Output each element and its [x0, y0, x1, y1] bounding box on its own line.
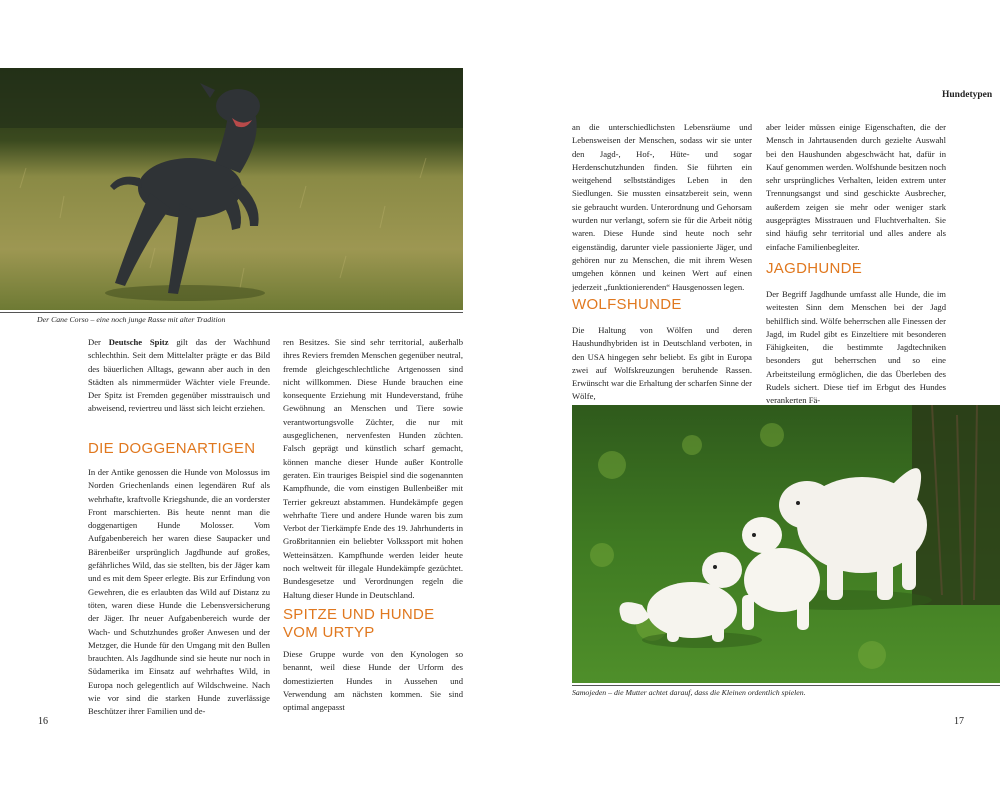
- right-col1-text: an die unterschiedlichsten Lebensräume und Lebensweisen der Menschen, sodass wir sie unter den Jagd-, Hof-, Hüte- und sogar Herdenschutzhunden finden. Sie führten ein weitgehend selbstständiges Leben in den Siedlungen. Sie mussten einsatzbereit sein, wenn sie gebraucht wurden. Unterordnung und Gehorsam wurden nur verlangt, sofern sie für die Arbeit nötig waren. Diese Hunde sind heute noch sehr eigenständig, darunter viele passionierte Jäger, und gehören nur zu Menschen, die mit ihrem Wesen umgehen können und keinen Wert auf einen jederzeit „funktionierenden“ Hausgenossen legen.: [572, 122, 752, 292]
- heading-spitze: SPITZE UND HUNDE VOM URTYP: [283, 606, 435, 641]
- wolfshunde-paragraph: [572, 324, 752, 404]
- intro-text-after: gilt das der Wachhund schlechthin. Seit dem Mittelalter prägte er das Bild des bäuerlichen Alltags, gewann aber auch in den Städten als nimmermüder Wächter viele Freunde. Der Spitz ist Fremden gegenüber misstrauisch und abweisend, reviertreu und lässt sich leicht erziehen.: [88, 337, 270, 414]
- running-head: Hundetypen: [942, 90, 993, 100]
- page-number-right: 17: [954, 716, 964, 727]
- spitze-text: Diese Gruppe wurde von den Kynologen so benannt, weil diese Hunde der Urform des domestizierten Hundes in Aussehen und Verwendung am nächsten kommen. Sie sind optimal angepasst: [283, 649, 463, 713]
- samoyed-photo: [572, 405, 1000, 683]
- cane-corso-photo: [0, 68, 463, 310]
- doggen-text: In der Antike genossen die Hunde von Molossus im Norden Griechenlands einen legendären Ruf als wehrhafte, kraftvolle Kriegshunde, die an vorderster Front marschierten. Bis heute nennt man die doggenartigen Hunde Molosser. Vom Aufgabenbereich her waren diese Saupacker und Bärenbeißer ursprünglich Jagdhunde auf großes, gefährliches Wild, das sie stellten, bis der Jäger kam und es mit dem Speer erlegte. Bis zur Erfindung von Gewehren, die es erlaubten das Wild auf Distanz zu töten, waren diese Hunde die Lebensversicherung der Jäger. Ihr neuer Aufgabenbereich wurde der Wach- und Schutzhundes großer Anwesen und der Metzger, die Hunde für den Umgang mit den Bullen brauchten. Als Jagdhunde sind sie heute nur noch in Südamerika im Einsatz auf wehrhaftes Wild, in Europa noch gelegentlich auf Wildschweine. Nach wie vor sind die starken Hunde zuverlässige Beschützer ihrer Familien und de-: [88, 467, 270, 717]
- right-col2-text: aber leider müssen einige Eigenschaften, die der Mensch in Jahrtausenden durch gezielte Auswahl bei den Haushunden abgeschwächt hat, dafür in Kauf genommen werden. Wolfshunde besitzen noch sehr ursprüngliches Verhalten, leiden extrem unter Trennungsangst und sind geschickte Ausbrecher, außerdem zeigen sie mehr oder weniger stark ausgeprägtes Misstrauen und Fluchtverhalten. Sie sind häufig sehr territorial und alles andere als einfache Familienbegleiter.: [766, 122, 946, 252]
- heading-doggenartigen: DIE DOGGENARTIGEN: [88, 440, 256, 457]
- intro-text-before: Der: [88, 337, 109, 347]
- right-col1-paragraph: [572, 121, 752, 294]
- jagdhunde-text: Der Begriff Jagdhunde umfasst alle Hunde, die im weitesten Sinn dem Menschen bei der Jagd behilflich sind. Wölfe beherrschen alle Finessen der Jagd, im Rudel gibt es Einzeltiere mit besonderen Fähigkeiten, die bestimmte Jagdtechniken besonders gut beherrschen und so eine Arbeitsteilung ermöglichen, die das Überleben des Rudels sichert. Diese tief im Erbgut des Hundes verankerten Fä-: [766, 289, 946, 406]
- photo-caption: Der Cane Corso – eine noch junge Rasse mit alter Tradition: [37, 315, 226, 324]
- right-col2-paragraph: [766, 121, 946, 254]
- left-col2-paragraph: [283, 336, 463, 602]
- heading-jagdhunde: JAGDHUNDE: [766, 260, 863, 277]
- wolfshunde-text: Die Haltung von Wölfen und deren Haushundhybriden ist in Deutschland verboten, in den USA hingegen sehr beliebt. Es gibt in Europa zwei auf Wolfskreuzungen beruhende Rassen. Erwünscht war die Erhaltung der scharfen Sinne der Wölfe,: [572, 325, 752, 402]
- page-number-left: 16: [38, 716, 48, 727]
- intro-bold: Deutsche Spitz: [108, 337, 169, 347]
- caption-rule: [0, 312, 463, 313]
- doggen-paragraph: [88, 466, 270, 719]
- caption-rule-right: [572, 685, 1000, 686]
- intro-paragraph: [88, 336, 270, 416]
- photo-caption-right: Samojeden – die Mutter achtet darauf, dass die Kleinen ordentlich spielen.: [572, 688, 806, 697]
- left-col2-text: ren Besitzes. Sie sind sehr territorial, außerhalb ihres Reviers fremden Menschen gegenüber neutral, fremde gleichgeschlechtliche Artgenossen sind nicht willkommen. Diese Hunde brauchen eine konsequente Erziehung mit Hundeverstand, frühe Gewöhnung an Menschen und Tiere sowie verantwortungsvolle Züchter, die nur mit ausgeglichenen, nervenfesten Hunden züchten. Falsch geprägt und künstlich scharf gemacht, können manche dieser Hunde außer Kontrolle geraten. Ein trauriges Beispiel sind die sogenannten Kampfhunde, die vom einstigen Bullenbeißer mit Terrier gekreuzt abstammen. Hundekämpfe gegen wehrhafte Tiere und andere Hunde waren bis zum Verbot der Tierkämpfe Ende des 19. Jahrhunderts in Großbritannien ein beliebter Volkssport mit hohen Wetteinsätzen. Kampfhunde werden leider heute noch weltweit für illegale Hundekämpfe gezüchtet. Bundesgesetze und Verordnungen regeln die Haltung dieser Hunde in Deutschland.: [283, 337, 463, 600]
- spitze-paragraph: [283, 648, 463, 714]
- heading-wolfshunde: WOLFSHUNDE: [572, 296, 682, 313]
- jagdhunde-paragraph: [766, 288, 946, 408]
